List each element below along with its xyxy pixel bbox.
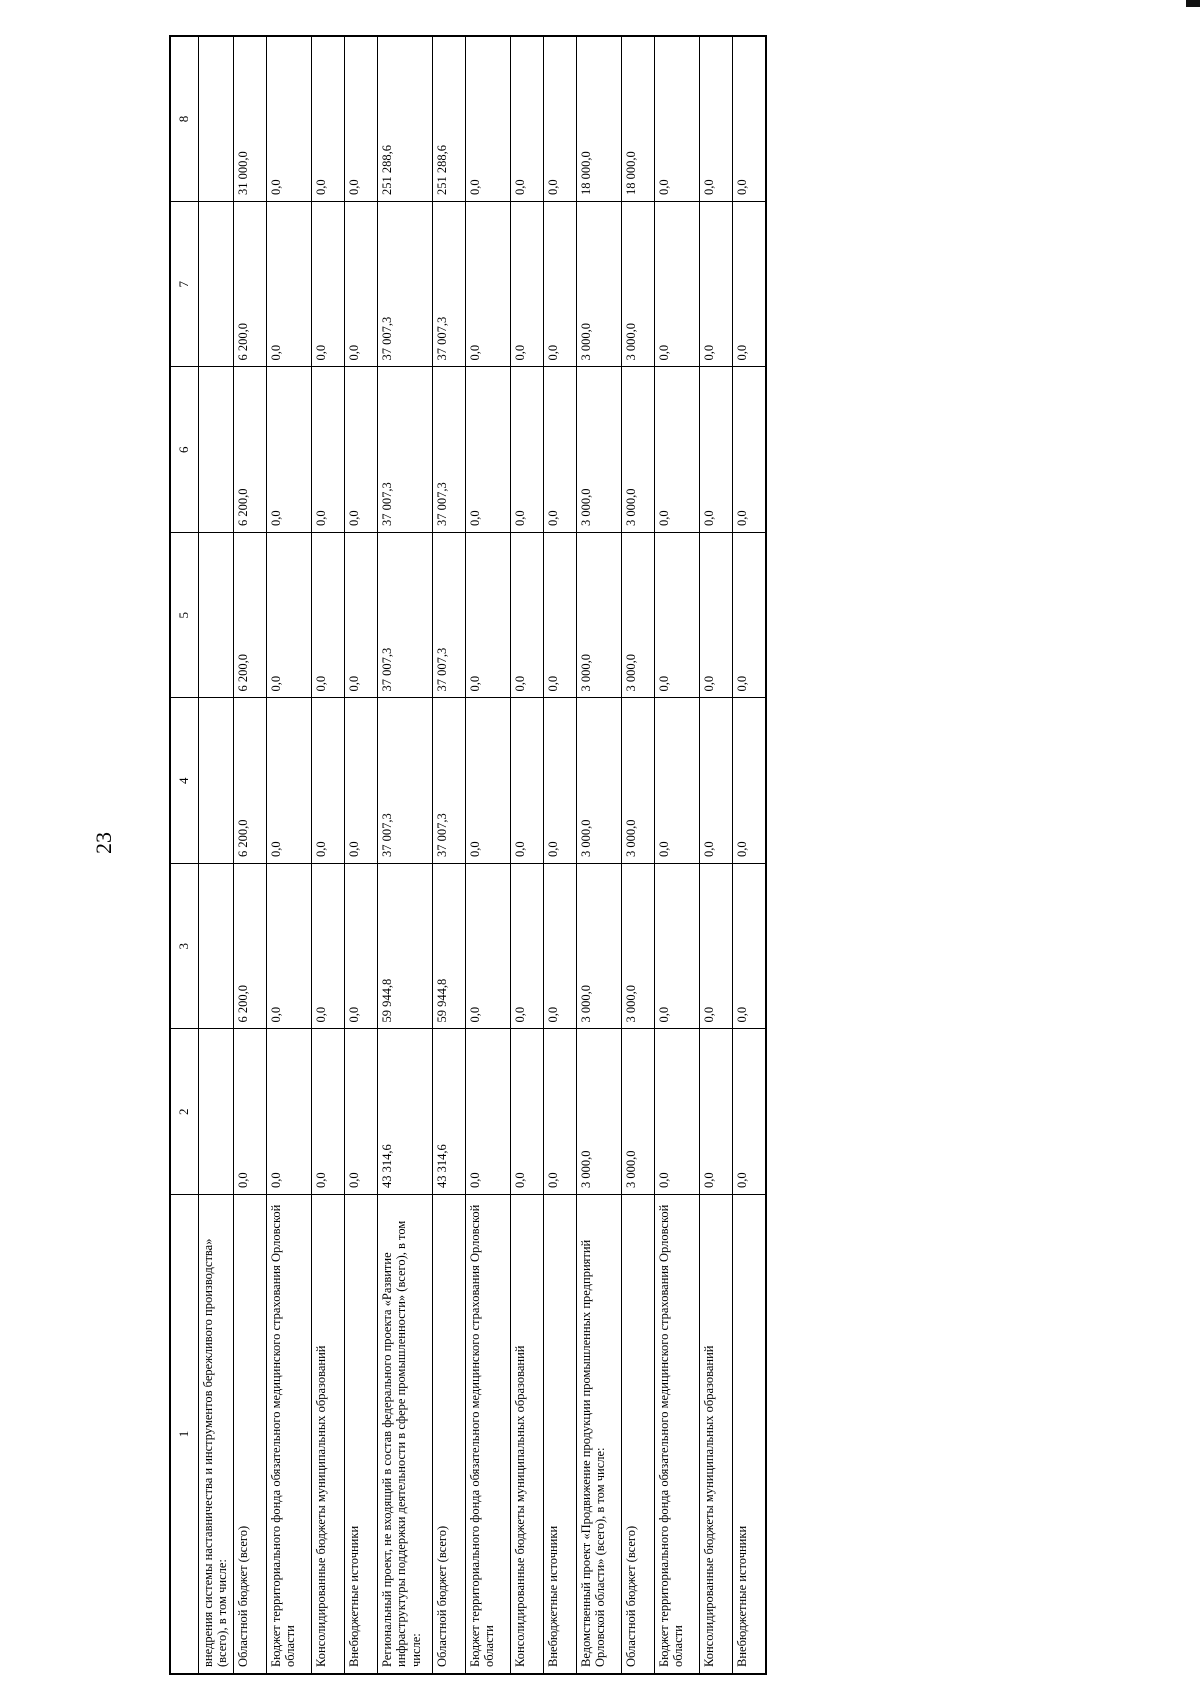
value-cell-col6: 0,0 xyxy=(699,367,732,533)
value-cell-col2: 0,0 xyxy=(510,1029,543,1195)
header-cell-6: 6 xyxy=(170,367,198,533)
value-cell-col6: 0,0 xyxy=(654,367,699,533)
row-label-cell: Областной бюджет (всего) xyxy=(621,1195,654,1675)
value-cell-col8: 0,0 xyxy=(510,36,543,202)
header-cell-2: 2 xyxy=(170,1029,198,1195)
value-cell-col3: 3 000,0 xyxy=(576,864,621,1030)
value-cell-col3: 59 944,8 xyxy=(432,864,465,1030)
table-row xyxy=(377,36,432,1674)
value-cell-col4: 0,0 xyxy=(510,698,543,864)
value-cell-col4: 6 200,0 xyxy=(233,698,266,864)
value-cell-col8: 18 000,0 xyxy=(576,36,621,202)
value-cell-col7: 0,0 xyxy=(654,202,699,368)
value-cell-col4: 3 000,0 xyxy=(621,698,654,864)
value-cell-col3: 6 200,0 xyxy=(233,864,266,1030)
value-cell-col7: 0,0 xyxy=(699,202,732,368)
value-cell-col6: 0,0 xyxy=(266,367,311,533)
value-cell-col5: 0,0 xyxy=(543,533,576,699)
row-label-cell: внедрения системы наставничества и инструментов бережливого производства» (всего), в том числе: xyxy=(198,1195,233,1675)
value-cell-col3: 0,0 xyxy=(266,864,311,1030)
value-cell-col7: 0,0 xyxy=(732,202,766,368)
table-row xyxy=(654,36,699,1674)
header-cell-3: 3 xyxy=(170,864,198,1030)
table-header xyxy=(170,36,198,1674)
value-cell-col5: 0,0 xyxy=(266,533,311,699)
value-cell-col8: 251 288,6 xyxy=(377,36,432,202)
value-cell-col2: 0,0 xyxy=(266,1029,311,1195)
value-cell-col5: 3 000,0 xyxy=(576,533,621,699)
value-cell-col2: 43 314,6 xyxy=(377,1029,432,1195)
value-cell-col3: 0,0 xyxy=(699,864,732,1030)
value-cell-col2 xyxy=(198,1029,233,1195)
table-row xyxy=(311,36,344,1674)
value-cell-col6: 37 007,3 xyxy=(377,367,432,533)
value-cell-col8: 0,0 xyxy=(699,36,732,202)
value-cell-col7: 6 200,0 xyxy=(233,202,266,368)
value-cell-col8 xyxy=(198,36,233,202)
value-cell-col5: 0,0 xyxy=(465,533,510,699)
value-cell-col3: 0,0 xyxy=(344,864,377,1030)
value-cell-col2: 0,0 xyxy=(465,1029,510,1195)
value-cell-col4: 37 007,3 xyxy=(377,698,432,864)
value-cell-col8: 0,0 xyxy=(654,36,699,202)
table-row xyxy=(543,36,576,1674)
value-cell-col5: 37 007,3 xyxy=(432,533,465,699)
value-cell-col8: 0,0 xyxy=(266,36,311,202)
value-cell-col6 xyxy=(198,367,233,533)
value-cell-col7 xyxy=(198,202,233,368)
rotated-page-content xyxy=(169,35,749,1675)
row-label-cell: Ведомственный проект «Продвижение продукции промышленных предприятий Орловской области» (всего), в том числе: xyxy=(576,1195,621,1675)
value-cell-col3: 3 000,0 xyxy=(621,864,654,1030)
value-cell-col8: 251 288,6 xyxy=(432,36,465,202)
value-cell-col8: 18 000,0 xyxy=(621,36,654,202)
row-label-cell: Областной бюджет (всего) xyxy=(233,1195,266,1675)
page-number: 23 xyxy=(91,832,116,854)
table-body xyxy=(198,36,766,1674)
value-cell-col6: 0,0 xyxy=(465,367,510,533)
row-label-cell: Бюджет территориального фонда обязательного медицинского страхования Орловской области xyxy=(465,1195,510,1675)
value-cell-col7: 0,0 xyxy=(344,202,377,368)
value-cell-col5: 0,0 xyxy=(311,533,344,699)
value-cell-col6: 0,0 xyxy=(311,367,344,533)
value-cell-col2: 0,0 xyxy=(311,1029,344,1195)
value-cell-col3: 0,0 xyxy=(543,864,576,1030)
value-cell-col3: 0,0 xyxy=(732,864,766,1030)
table-row xyxy=(621,36,654,1674)
value-cell-col4: 3 000,0 xyxy=(576,698,621,864)
header-row xyxy=(170,36,198,1674)
header-cell-1: 1 xyxy=(170,1195,198,1675)
row-label-cell: Консолидированные бюджеты муниципальных образований xyxy=(699,1195,732,1675)
value-cell-col6: 3 000,0 xyxy=(621,367,654,533)
value-cell-col7: 37 007,3 xyxy=(377,202,432,368)
value-cell-col7: 3 000,0 xyxy=(576,202,621,368)
row-label-cell: Консолидированные бюджеты муниципальных образований xyxy=(311,1195,344,1675)
row-label-cell: Областной бюджет (всего) xyxy=(432,1195,465,1675)
value-cell-col3: 59 944,8 xyxy=(377,864,432,1030)
table-row xyxy=(344,36,377,1674)
value-cell-col6: 0,0 xyxy=(344,367,377,533)
value-cell-col8: 0,0 xyxy=(732,36,766,202)
value-cell-col7: 37 007,3 xyxy=(432,202,465,368)
value-cell-col8: 0,0 xyxy=(543,36,576,202)
table-row xyxy=(510,36,543,1674)
value-cell-col6: 0,0 xyxy=(543,367,576,533)
value-cell-col5: 0,0 xyxy=(699,533,732,699)
value-cell-col7: 0,0 xyxy=(510,202,543,368)
value-cell-col5: 0,0 xyxy=(654,533,699,699)
value-cell-col2: 0,0 xyxy=(732,1029,766,1195)
value-cell-col4: 0,0 xyxy=(344,698,377,864)
row-label-cell: Внебюджетные источники xyxy=(732,1195,766,1675)
row-label-cell: Региональный проект, не входящий в состав федерального проекта «Развитие инфраструктуры поддержки деятельности в сфере промышленности» (всего), в том числе: xyxy=(377,1195,432,1675)
table-row xyxy=(266,36,311,1674)
table-row xyxy=(233,36,266,1674)
budget-table xyxy=(169,35,767,1675)
header-cell-8: 8 xyxy=(170,36,198,202)
value-cell-col8: 0,0 xyxy=(344,36,377,202)
value-cell-col2: 0,0 xyxy=(233,1029,266,1195)
value-cell-col3: 0,0 xyxy=(654,864,699,1030)
value-cell-col4 xyxy=(198,698,233,864)
table-row xyxy=(576,36,621,1674)
value-cell-col4: 0,0 xyxy=(654,698,699,864)
value-cell-col3: 0,0 xyxy=(311,864,344,1030)
value-cell-col5: 6 200,0 xyxy=(233,533,266,699)
value-cell-col4: 0,0 xyxy=(465,698,510,864)
value-cell-col2: 3 000,0 xyxy=(621,1029,654,1195)
value-cell-col7: 0,0 xyxy=(465,202,510,368)
value-cell-col3: 0,0 xyxy=(510,864,543,1030)
value-cell-col2: 3 000,0 xyxy=(576,1029,621,1195)
row-label-cell: Бюджет территориального фонда обязательного медицинского страхования Орловской области xyxy=(654,1195,699,1675)
value-cell-col5: 0,0 xyxy=(344,533,377,699)
value-cell-col7: 0,0 xyxy=(543,202,576,368)
row-label-cell: Консолидированные бюджеты муниципальных образований xyxy=(510,1195,543,1675)
value-cell-col5: 0,0 xyxy=(732,533,766,699)
value-cell-col7: 3 000,0 xyxy=(621,202,654,368)
value-cell-col4: 37 007,3 xyxy=(432,698,465,864)
header-cell-5: 5 xyxy=(170,533,198,699)
value-cell-col7: 0,0 xyxy=(266,202,311,368)
header-cell-7: 7 xyxy=(170,202,198,368)
value-cell-col6: 37 007,3 xyxy=(432,367,465,533)
value-cell-col6: 3 000,0 xyxy=(576,367,621,533)
table-row xyxy=(465,36,510,1674)
scan-edge-mark xyxy=(1186,0,1200,7)
row-label-cell: Бюджет территориального фонда обязательного медицинского страхования Орловской области xyxy=(266,1195,311,1675)
value-cell-col3: 0,0 xyxy=(465,864,510,1030)
value-cell-col2: 0,0 xyxy=(543,1029,576,1195)
value-cell-col8: 0,0 xyxy=(465,36,510,202)
value-cell-col6: 6 200,0 xyxy=(233,367,266,533)
value-cell-col5: 37 007,3 xyxy=(377,533,432,699)
row-label-cell: Внебюджетные источники xyxy=(543,1195,576,1675)
table-row xyxy=(198,36,233,1674)
value-cell-col4: 0,0 xyxy=(266,698,311,864)
value-cell-col2: 0,0 xyxy=(699,1029,732,1195)
row-label-cell: Внебюджетные источники xyxy=(344,1195,377,1675)
value-cell-col2: 43 314,6 xyxy=(432,1029,465,1195)
value-cell-col8: 31 000,0 xyxy=(233,36,266,202)
value-cell-col5: 0,0 xyxy=(510,533,543,699)
table-row xyxy=(732,36,766,1674)
value-cell-col4: 0,0 xyxy=(699,698,732,864)
value-cell-col5: 3 000,0 xyxy=(621,533,654,699)
table-row xyxy=(699,36,732,1674)
value-cell-col4: 0,0 xyxy=(543,698,576,864)
value-cell-col2: 0,0 xyxy=(654,1029,699,1195)
value-cell-col5 xyxy=(198,533,233,699)
value-cell-col6: 0,0 xyxy=(732,367,766,533)
header-cell-4: 4 xyxy=(170,698,198,864)
value-cell-col4: 0,0 xyxy=(732,698,766,864)
value-cell-col7: 0,0 xyxy=(311,202,344,368)
value-cell-col6: 0,0 xyxy=(510,367,543,533)
value-cell-col4: 0,0 xyxy=(311,698,344,864)
value-cell-col8: 0,0 xyxy=(311,36,344,202)
table-row xyxy=(432,36,465,1674)
value-cell-col3 xyxy=(198,864,233,1030)
value-cell-col2: 0,0 xyxy=(344,1029,377,1195)
